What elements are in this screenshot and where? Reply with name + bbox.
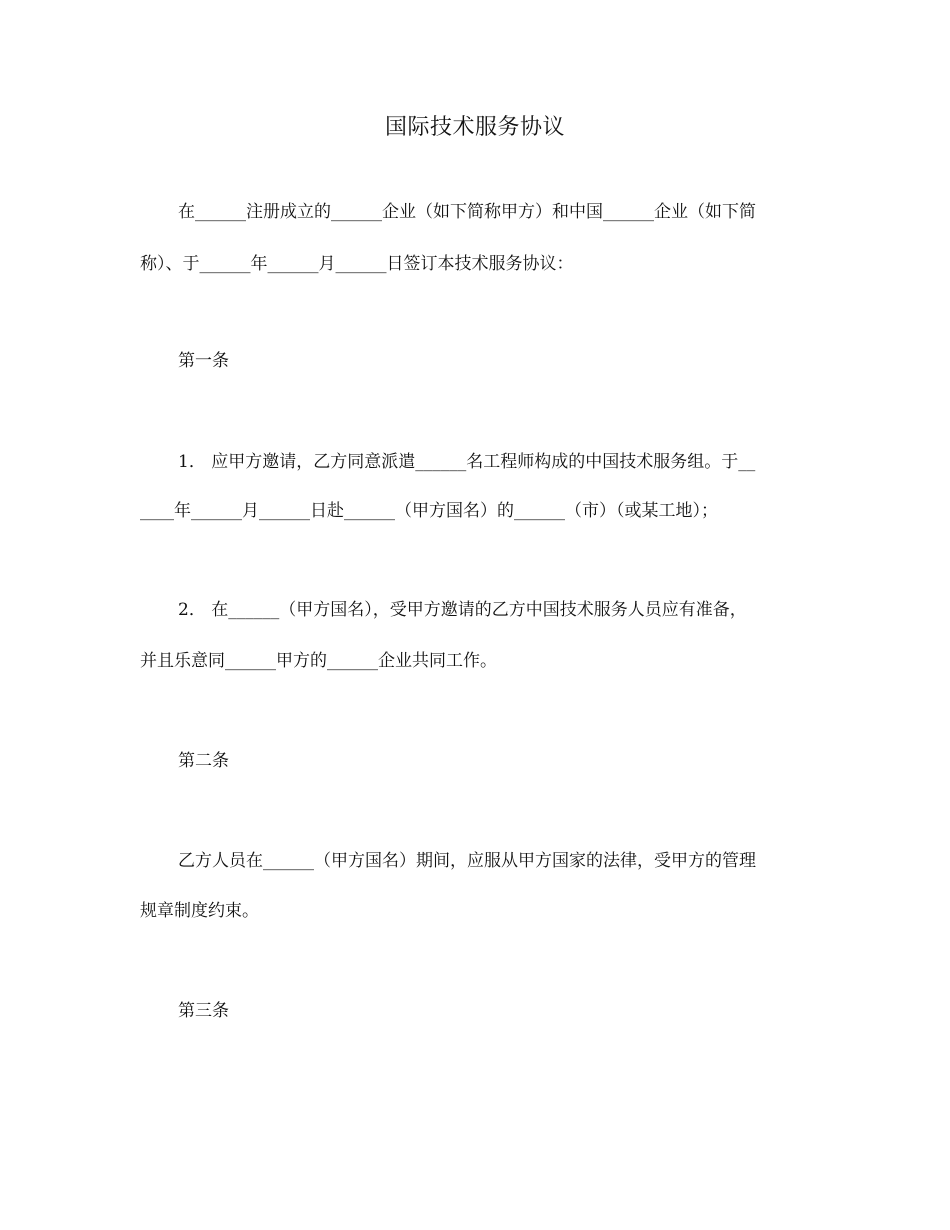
paragraph-line: 规章制度约束。 <box>140 901 259 921</box>
paragraph-line: 1． 应甲方邀请，乙方同意派遣______名工程师构成的中国技术服务组。于__ <box>178 452 756 472</box>
section-heading: 第二条 <box>178 751 229 771</box>
document-title: 国际技术服务协议 <box>384 115 565 140</box>
paragraph-line: 乙方人员在______（甲方国名）期间，应服从甲方国家的法律，受甲方的管理 <box>178 851 756 871</box>
paragraph-line: 在______注册成立的______企业（如下简称甲方）和中国______企业（如下简 <box>178 202 756 222</box>
section-heading: 第三条 <box>178 1001 229 1021</box>
paragraph-line: ____年______月______日赴______（甲方国名）的______（市）（或某工地）； <box>140 501 718 521</box>
paragraph-line: 称）、于______年______月______日签订本技术服务协议： <box>140 254 574 274</box>
paragraph-line: 并且乐意同______甲方的______企业共同工作。 <box>140 651 497 671</box>
paragraph-line: 2． 在______（甲方国名），受甲方邀请的乙方中国技术服务人员应有准备， <box>178 600 747 620</box>
section-heading: 第一条 <box>178 351 229 371</box>
